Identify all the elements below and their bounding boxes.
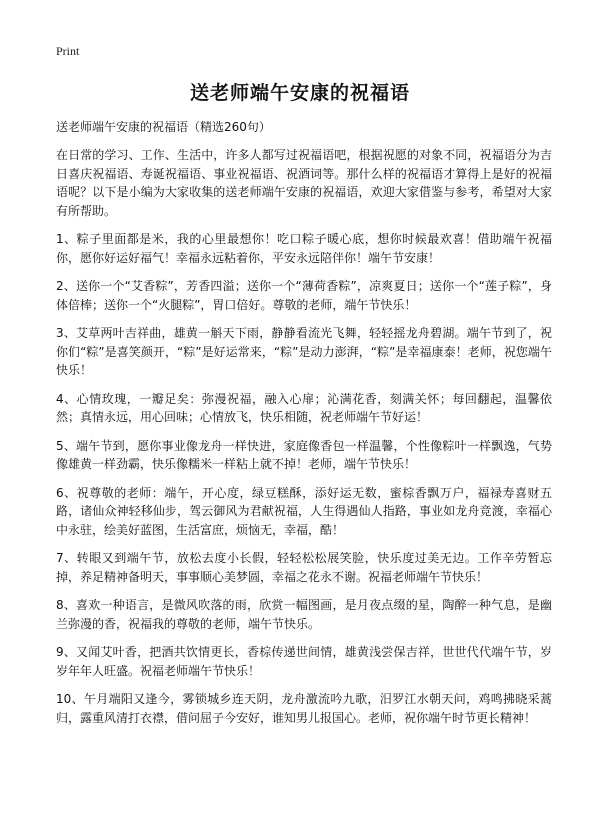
blessing-item: 7、转眼又到端午节，放松去度小长假，轻轻松松展笑脸，快乐度过美无边。工作辛劳暂忘掉，养足精神备明天，事事顺心美梦圆，幸福之花永不谢。祝福老师端午节快乐！ bbox=[56, 551, 552, 584]
blessing-item: 5、端午节到，愿你事业像龙舟一样快进，家庭像香包一样温馨，个性像粽叶一样飘逸，气势像雄黄一样劲霸，快乐像糯米一样粘上就不掉！老师，端午节快乐！ bbox=[56, 438, 552, 471]
blessing-item: 3、艾草两叶吉祥曲，雄黄一斛天下雨，静静看流光飞舞，轻轻摇龙舟碧湖。端午节到了，祝你们“粽”是喜笑颜开，“粽”是好运常来，“粽”是动力澎湃，“粽”是幸福康泰！老师，祝您端午快乐！ bbox=[56, 326, 552, 377]
blessing-item: 4、心情玫瑰，一瓣足矣：弥漫祝福，融入心扉；沁满花香，刻满关怀；每回翻起，温馨依然；真情永远，用心回味；心情放飞，快乐相随，祝老师端午节好运！ bbox=[56, 391, 552, 424]
blessing-item: 10、午月端阳又逢今，雾锁城乡连天阴，龙舟激流吟九歌，汨罗江水朝天问，鸡鸣拂晓采蒿归，露重风清打衣襟，借问屈子今安好，谁知男儿报国心。老师，祝你端午时节更长精神！ bbox=[56, 692, 552, 725]
blessing-item: 8、喜欢一种语言，是微风吹落的雨，欣赏一幅图画，是月夜点缀的星，陶醉一种气息，是幽兰弥漫的香，祝福我的尊敬的老师，端午节快乐。 bbox=[56, 598, 552, 631]
blessing-item: 9、又闻艾叶香，把酒共饮情更长，香棕传递世间情，雄黄浅尝保吉祥，世世代代端午节，岁岁年年人旺盛。祝福老师端午节快乐！ bbox=[56, 645, 552, 678]
article-subtitle: 送老师端午安康的祝福语（精选260句） bbox=[56, 120, 271, 134]
intro-paragraph: 在日常的学习、工作、生活中，许多人都写过祝福语吧，根据祝愿的对象不同，祝福语分为吉日喜庆祝福语、寿诞祝福语、事业祝福语、祝酒词等。那什么样的祝福语才算得上是好的祝福语呢？以下是小编为大家收集的送老师端午安康的祝福语，欢迎大家借鉴与参考，希望对大家有所帮助。 bbox=[56, 148, 552, 218]
blessing-item: 6、祝尊敬的老师：端午，开心度，绿豆糕酥，添好运无数，蜜棕香飘万户，福禄寿喜财五路，诸仙众神轻移仙步，驾云御风为君献祝福，人生得遇仙人指路，事业如龙舟竞渡，幸福心中永驻，绘美好蓝图，生活富庶，烦恼无，幸福，酷！ bbox=[56, 485, 552, 537]
print-link[interactable]: Print bbox=[56, 44, 80, 58]
blessing-item: 2、送你一个“艾香粽”，芳香四溢；送你一个“薄荷香粽”，凉爽夏日；送你一个“莲子粽”，身体倍棒；送你一个“火腿粽”，胃口倍好。尊敬的老师，端午节快乐！ bbox=[56, 279, 552, 312]
blessing-item: 1、粽子里面都是米，我的心里最想你！吃口粽子暖心底，想你时候最欢喜！借助端午祝福你，愿你好运好福气！幸福永远粘着你，平安永远陪伴你！端午节安康！ bbox=[56, 232, 552, 265]
page-title: 送老师端午安康的祝福语 bbox=[189, 82, 410, 104]
article-body bbox=[56, 118, 552, 737]
